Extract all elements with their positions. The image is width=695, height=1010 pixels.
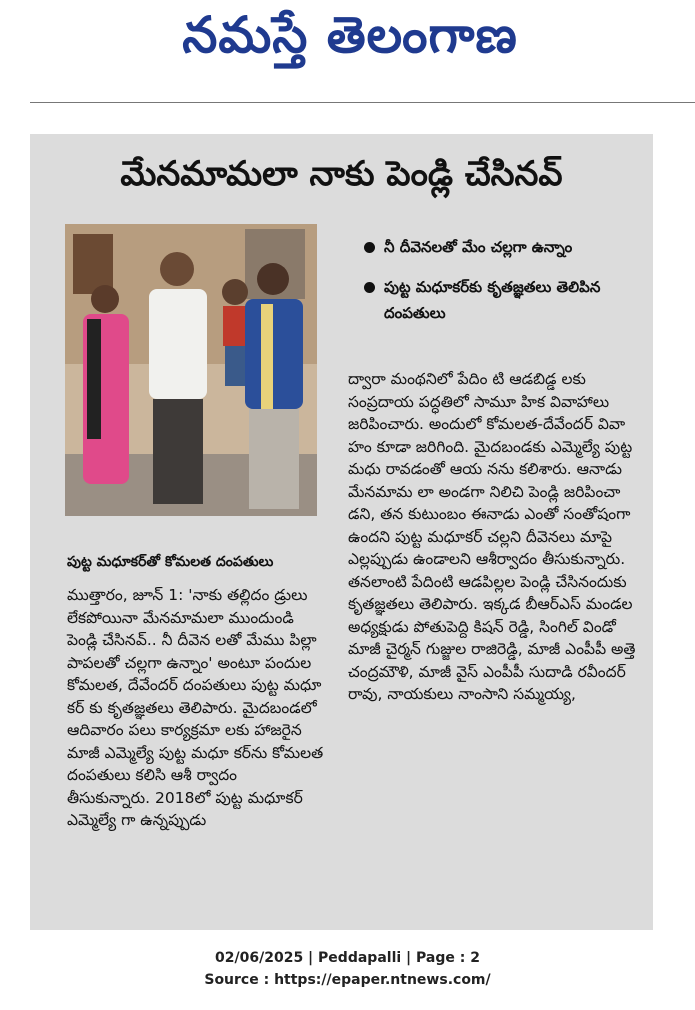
highlight-text: నీ దీవెనలతో మేం చల్లగా ఉన్నాం — [384, 238, 573, 256]
photo-illustration — [65, 224, 317, 516]
highlight-item — [362, 234, 642, 260]
masthead — [0, 0, 695, 100]
highlights-list — [362, 234, 642, 340]
bullet-icon — [364, 242, 375, 253]
masthead-divider — [30, 102, 695, 103]
highlight-item — [362, 274, 642, 326]
paragraph: ముత్తారం, జూన్ 1: 'నాకు తల్లిదం డ్రులు లేకపోయినా మేనమామలా ముందుండి పెండ్లి చేసినవ్.. నీ దీవెన లతో మేము పిల్లా పాపలతో చల్లగా ఉన్నాం' అంటూ పందుల కోమలత, దేవేందర్ దంపతులు పుట్ట మధూ కర్ కు కృతజ్ఞతలు తెలిపారు. మైదబండలో ఆదివారం పలు కార్యక్రమా లకు హాజరైన మాజీ ఎమ్మెల్యే పుట్ట మధూ కర్‌ను కోమలత దంపతులు కలిసి ఆశీ ర్వాదం తీసుకున్నారు. 2018లో పుట్ట మధూకర్ ఎమ్మెల్యే గా ఉన్నప్పుడు — [67, 586, 324, 829]
article-photo — [65, 224, 317, 516]
article-body-right — [348, 368, 636, 706]
highlight-text: పుట్ట మధూకర్‌కు కృతజ్ఞతలు తెలిపిన దంపతులు — [384, 278, 601, 322]
bullet-icon — [364, 282, 375, 293]
source-link[interactable]: Source : https://epaper.ntnews.com/ — [204, 972, 491, 988]
paragraph: ద్వారా మంథనిలో పేదిం టి ఆడబిడ్డ లకు సంప్రదాయ పద్ధతిలో సామూ హిక వివాహాలు జరిపించారు. అందులో కోమలత-దేవేందర్ వివా హం కూడా జరిగింది. మైదబండకు ఎమ్మెల్యే పుట్ట మధు రావడంతో ఆయ నను కలిశారు. ఆనాడు మేనమామ లా అండగా నిలిచి పెండ్లి జరిపించా డని, తన కుటుంబం ఈనాడు ఎంతో సంతోషంగా ఉందని పుట్ట మధూకర్ చల్లని దీవెనలు మాపై ఎల్లప్పుడు ఉండాలని ఆశీర్వాదం తీసుకున్నారు. తనలాంటి పేదింటి ఆడపిల్లల పెండ్లి చేసినందుకు కృతజ్ఞతలు తెలిపారు. ఇక్కడ బీఆర్ఎస్ మండల అధ్యక్షుడు పోతుపెద్ది కిషన్ రెడ్డి, సింగిల్ విండో మాజీ చైర్మన్ గుజ్జుల రాజిరెడ్డి, మాజీ ఎంపీపీ అత్తె చంద్రమౌళి, మాజీ వైస్ ఎంపీపీ సుదాడి రవీందర్ రావు, నాయకులు నాంసాని సమ్మయ్య, — [348, 370, 636, 703]
newspaper-logo: నమస్తే తెలంగాణ — [182, 6, 518, 64]
article-headline: మేనమామలా నాకు పెండ్లి చేసినవ్ — [120, 154, 563, 194]
article-body-left — [67, 584, 325, 832]
news-clipping — [30, 134, 653, 930]
photo-caption: పుట్ట మధూకర్‌తో కోమలత దంపతులు — [67, 554, 274, 570]
edition-info: 02/06/2025 | Peddapalli | Page : 2 — [215, 950, 480, 966]
